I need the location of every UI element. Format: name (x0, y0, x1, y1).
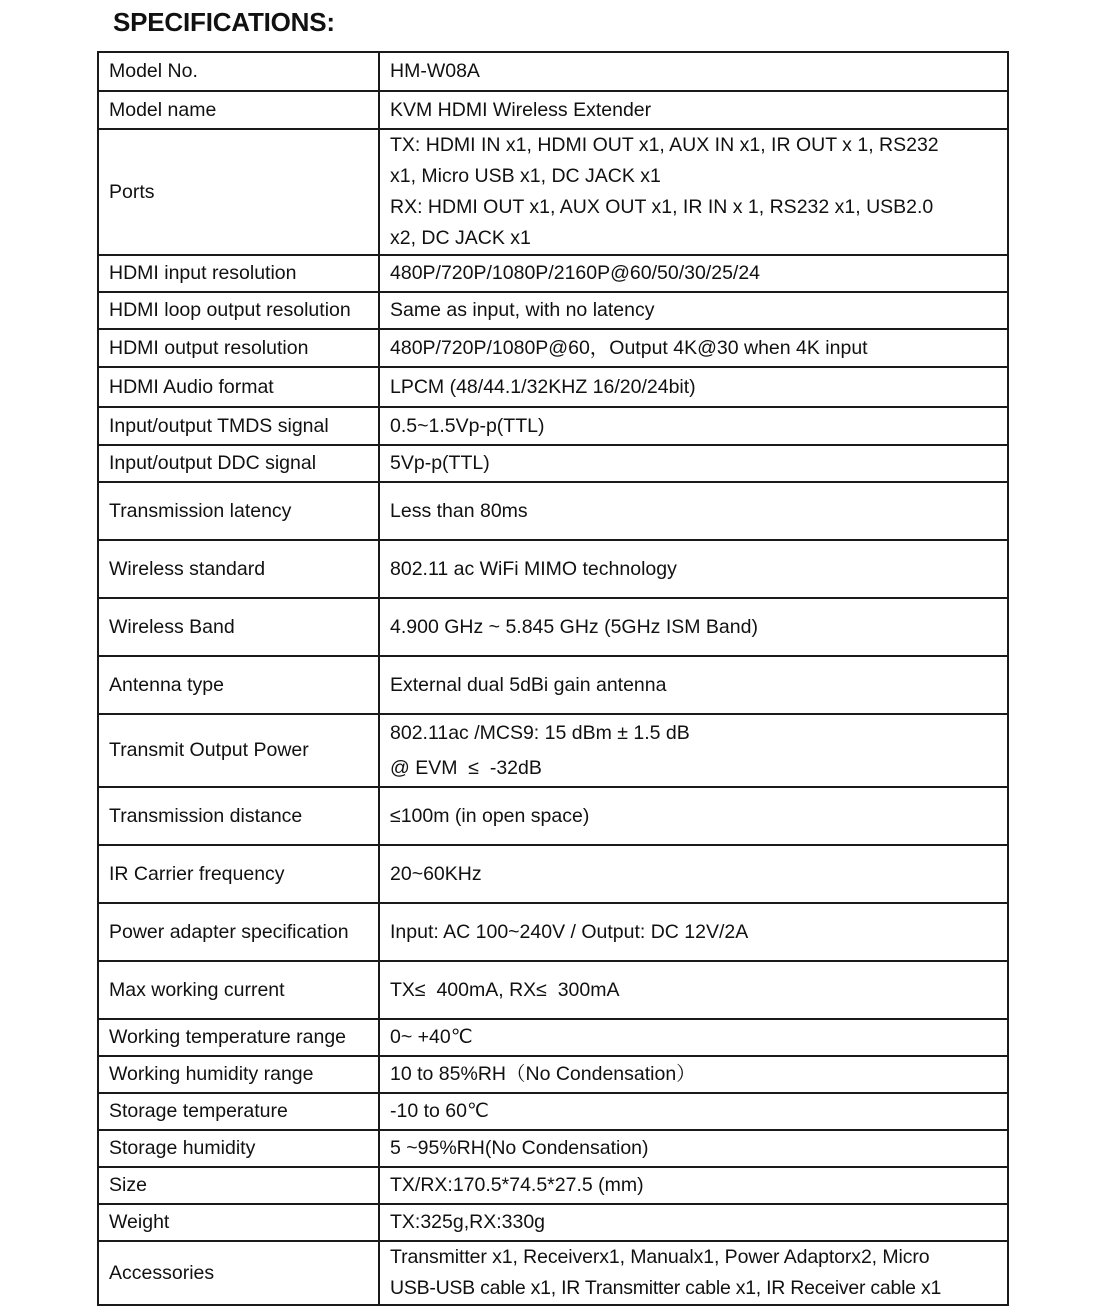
spec-value (379, 52, 1008, 91)
spec-value-line: RX: HDMI OUT x1, AUX OUT x1, IR IN x 1, RS232 x1, USB2.0 (390, 196, 934, 218)
spec-row-transmit-output-power (98, 714, 1008, 787)
spec-row-hdmi-loop-output-resolution (98, 292, 1008, 329)
spec-label: Transmit Output Power (98, 714, 379, 787)
spec-value (379, 1241, 1008, 1305)
spec-value-line: 802.11 ac WiFi MIMO technology (390, 557, 677, 580)
spec-label: Size (98, 1167, 379, 1204)
spec-label: Weight (98, 1204, 379, 1241)
spec-value-line: HM-W08A (390, 60, 480, 82)
spec-value-line: TX:325g,RX:330g (390, 1211, 546, 1233)
spec-label: Power adapter specification (98, 903, 379, 961)
spec-label: Accessories (98, 1241, 379, 1305)
spec-label: HDMI Audio format (98, 367, 379, 407)
spec-value-line: 10 to 85%RH（No Condensation） (390, 1063, 696, 1085)
spec-row-antenna-type (98, 656, 1008, 714)
spec-value-line: 0.5~1.5Vp-p(TTL) (390, 414, 545, 437)
spec-label: HDMI input resolution (98, 255, 379, 292)
spec-label: Model No. (98, 52, 379, 91)
spec-value-line: KVM HDMI Wireless Extender (390, 98, 652, 121)
spec-value-line: Transmitter x1, Receiverx1, Manualx1, Power Adaptorx2, Micro (390, 1246, 930, 1268)
spec-value-line: 5Vp-p(TTL) (390, 452, 490, 474)
spec-row-wireless-band (98, 598, 1008, 656)
spec-label: HDMI output resolution (98, 329, 379, 367)
spec-row-ddc-signal (98, 445, 1008, 482)
spec-row-hdmi-audio-format (98, 367, 1008, 407)
spec-value (379, 91, 1008, 129)
spec-label: Input/output TMDS signal (98, 407, 379, 445)
spec-value-line: Less than 80ms (390, 499, 528, 522)
spec-value (379, 1130, 1008, 1167)
spec-row-transmission-latency (98, 482, 1008, 540)
spec-label: Transmission latency (98, 482, 379, 540)
spec-row-size (98, 1167, 1008, 1204)
spec-value-line: TX/RX:170.5*74.5*27.5 (mm) (390, 1174, 644, 1196)
spec-label: IR Carrier frequency (98, 845, 379, 903)
specifications-table-body (98, 52, 1008, 1305)
spec-row-tmds-signal (98, 407, 1008, 445)
spec-row-working-humidity-range (98, 1056, 1008, 1093)
spec-row-ir-carrier-frequency (98, 845, 1008, 903)
spec-value (379, 961, 1008, 1019)
spec-value (379, 407, 1008, 445)
spec-value-line: 20~60KHz (390, 862, 482, 885)
spec-label: Storage humidity (98, 1130, 379, 1167)
spec-value-line: x2, DC JACK x1 (390, 227, 531, 249)
spec-row-transmission-distance (98, 787, 1008, 845)
spec-value-line: External dual 5dBi gain antenna (390, 673, 667, 696)
spec-value-line: x1, Micro USB x1, DC JACK x1 (390, 165, 661, 187)
spec-row-storage-temperature (98, 1093, 1008, 1130)
spec-row-working-temperature-range (98, 1019, 1008, 1056)
spec-label: Transmission distance (98, 787, 379, 845)
spec-value (379, 367, 1008, 407)
spec-value (379, 129, 1008, 255)
spec-value (379, 598, 1008, 656)
spec-value-line: 4.900 GHz ~ 5.845 GHz (5GHz ISM Band) (390, 615, 758, 638)
spec-label: Wireless Band (98, 598, 379, 656)
spec-value (379, 1019, 1008, 1056)
spec-value (379, 255, 1008, 292)
spec-label: Storage temperature (98, 1093, 379, 1130)
spec-value (379, 787, 1008, 845)
spec-value (379, 903, 1008, 961)
spec-label: Working temperature range (98, 1019, 379, 1056)
spec-value-line: 480P/720P/1080P@60，Output 4K@30 when 4K input (390, 336, 868, 359)
spec-label: Antenna type (98, 656, 379, 714)
spec-value-line: Input: AC 100~240V / Output: DC 12V/2A (390, 920, 749, 943)
spec-value (379, 1056, 1008, 1093)
spec-value (379, 329, 1008, 367)
spec-row-storage-humidity (98, 1130, 1008, 1167)
spec-row-hdmi-input-resolution (98, 255, 1008, 292)
spec-row-wireless-standard (98, 540, 1008, 598)
spec-row-ports (98, 129, 1008, 255)
spec-value (379, 845, 1008, 903)
spec-value (379, 292, 1008, 329)
spec-label: Max working current (98, 961, 379, 1019)
spec-value-line: 480P/720P/1080P/2160P@60/50/30/25/24 (390, 262, 761, 284)
spec-value-line: LPCM (48/44.1/32KHZ 16/20/24bit) (390, 375, 696, 398)
spec-label: HDMI loop output resolution (98, 292, 379, 329)
spec-label: Ports (98, 129, 379, 255)
specifications-table (97, 51, 1009, 1306)
spec-row-weight (98, 1204, 1008, 1241)
spec-value-line: TX≤ 400mA, RX≤ 300mA (390, 978, 620, 1001)
spec-label: Model name (98, 91, 379, 129)
spec-row-max-working-current (98, 961, 1008, 1019)
spec-value (379, 656, 1008, 714)
spec-row-model-name (98, 91, 1008, 129)
spec-row-power-adapter-specification (98, 903, 1008, 961)
spec-value (379, 1093, 1008, 1130)
spec-label: Working humidity range (98, 1056, 379, 1093)
spec-value (379, 1204, 1008, 1241)
spec-row-hdmi-output-resolution (98, 329, 1008, 367)
spec-value-line: 0~ +40℃ (390, 1026, 473, 1048)
spec-value-line: -10 to 60℃ (390, 1100, 489, 1122)
spec-row-model-no (98, 52, 1008, 91)
spec-value-line: ≤100m (in open space) (390, 804, 590, 827)
spec-value (379, 1167, 1008, 1204)
spec-row-accessories (98, 1241, 1008, 1305)
spec-label: Input/output DDC signal (98, 445, 379, 482)
spec-value-line: 5 ~95%RH(No Condensation) (390, 1137, 649, 1159)
spec-value-line: Same as input, with no latency (390, 299, 655, 321)
spec-value-line: 802.11ac /MCS9: 15 dBm ± 1.5 dB (390, 721, 690, 744)
spec-value (379, 482, 1008, 540)
spec-label: Wireless standard (98, 540, 379, 598)
spec-value (379, 714, 1008, 787)
page-title: SPECIFICATIONS: (113, 7, 335, 37)
spec-value (379, 445, 1008, 482)
spec-value-line: @ EVM ≤ -32dB (390, 756, 542, 779)
spec-value-line: TX: HDMI IN x1, HDMI OUT x1, AUX IN x1, IR OUT x 1, RS232 (390, 134, 939, 156)
spec-value (379, 540, 1008, 598)
spec-value-line: USB-USB cable x1, IR Transmitter cable x1, IR Receiver cable x1 (390, 1277, 942, 1299)
